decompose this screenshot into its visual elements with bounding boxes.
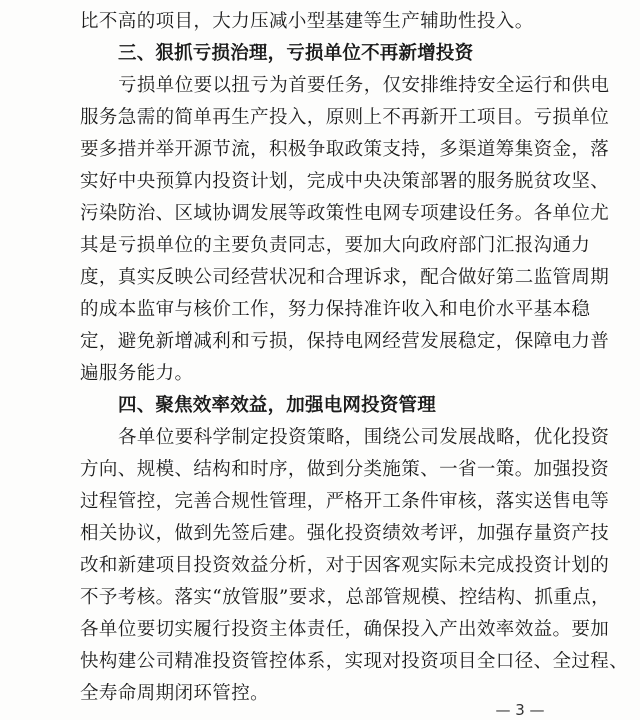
text-line-5: 要多措并举开源节流，积极争取政策支持，多渠道筹集资金，落 (80, 139, 610, 160)
text-line-3: 亏损单位要以扭亏为首要任务，仅安排维持安全运行和供电 (118, 75, 610, 96)
text-line-1: 比不高的项目，大力压减小型基建等生产辅助性投入。 (80, 11, 534, 32)
text-line-9: 度，真实反映公司经营状况和合理诉求，配合做好第二监管周期 (80, 267, 610, 288)
text-line-6: 实好中央预算内投资计划，完成中央决策部署的服务脱贫攻坚、 (80, 171, 610, 192)
text-line-20: 各单位要切实履行投资主体责任，确保投入产出效率效益。要加 (80, 619, 610, 640)
text-line-22: 全寿命周期闭环管控。 (80, 683, 270, 704)
text-line-10: 的成本监审与核价工作，努力保持准许收入和电价水平基本稳 (80, 299, 591, 320)
text-line-8: 其是亏损单位的主要负责同志，要加大向政府部门汇报沟通力 (80, 235, 591, 256)
text-line-15: 方向、规模、结构和时序，做到分类施策、一省一策。加强投资 (80, 459, 610, 480)
text-line-14: 各单位要科学制定投资策略，围绕公司发展战略，优化投资 (118, 427, 610, 448)
page-number: — 3 — (495, 701, 545, 719)
text-line-11: 定，避免新增减利和亏损，保持电网经营发展稳定，保障电力普 (80, 331, 610, 352)
section-heading-4: 四、聚焦效率效益，加强电网投资管理 (118, 395, 436, 416)
text-line-16: 过程管控，完善合规性管理，严格开工条件审核，落实送售电等 (80, 491, 610, 512)
text-line-17: 相关协议，做到先签后建。强化投资绩效考评，加强存量资产技 (80, 523, 610, 544)
text-line-19: 不予考核。落实“放管服”要求，总部管规模、控结构、抓重点， (80, 587, 611, 608)
text-line-4: 服务急需的简单再生产投入，原则上不再新开工项目。亏损单位 (80, 107, 610, 128)
text-line-7: 污染防治、区域协调发展等政策性电网专项建设任务。各单位尤 (80, 203, 610, 224)
section-heading-3: 三、狠抓亏损治理，亏损单位不再新增投资 (118, 43, 474, 64)
text-line-12: 遍服务能力。 (80, 363, 194, 384)
text-line-21: 快构建公司精准投资管控体系，实现对投资项目全口径、全过程、 (80, 651, 629, 672)
text-line-18: 改和新建项目投资效益分析，对于因客观实际未完成投资计划的 (80, 555, 610, 576)
